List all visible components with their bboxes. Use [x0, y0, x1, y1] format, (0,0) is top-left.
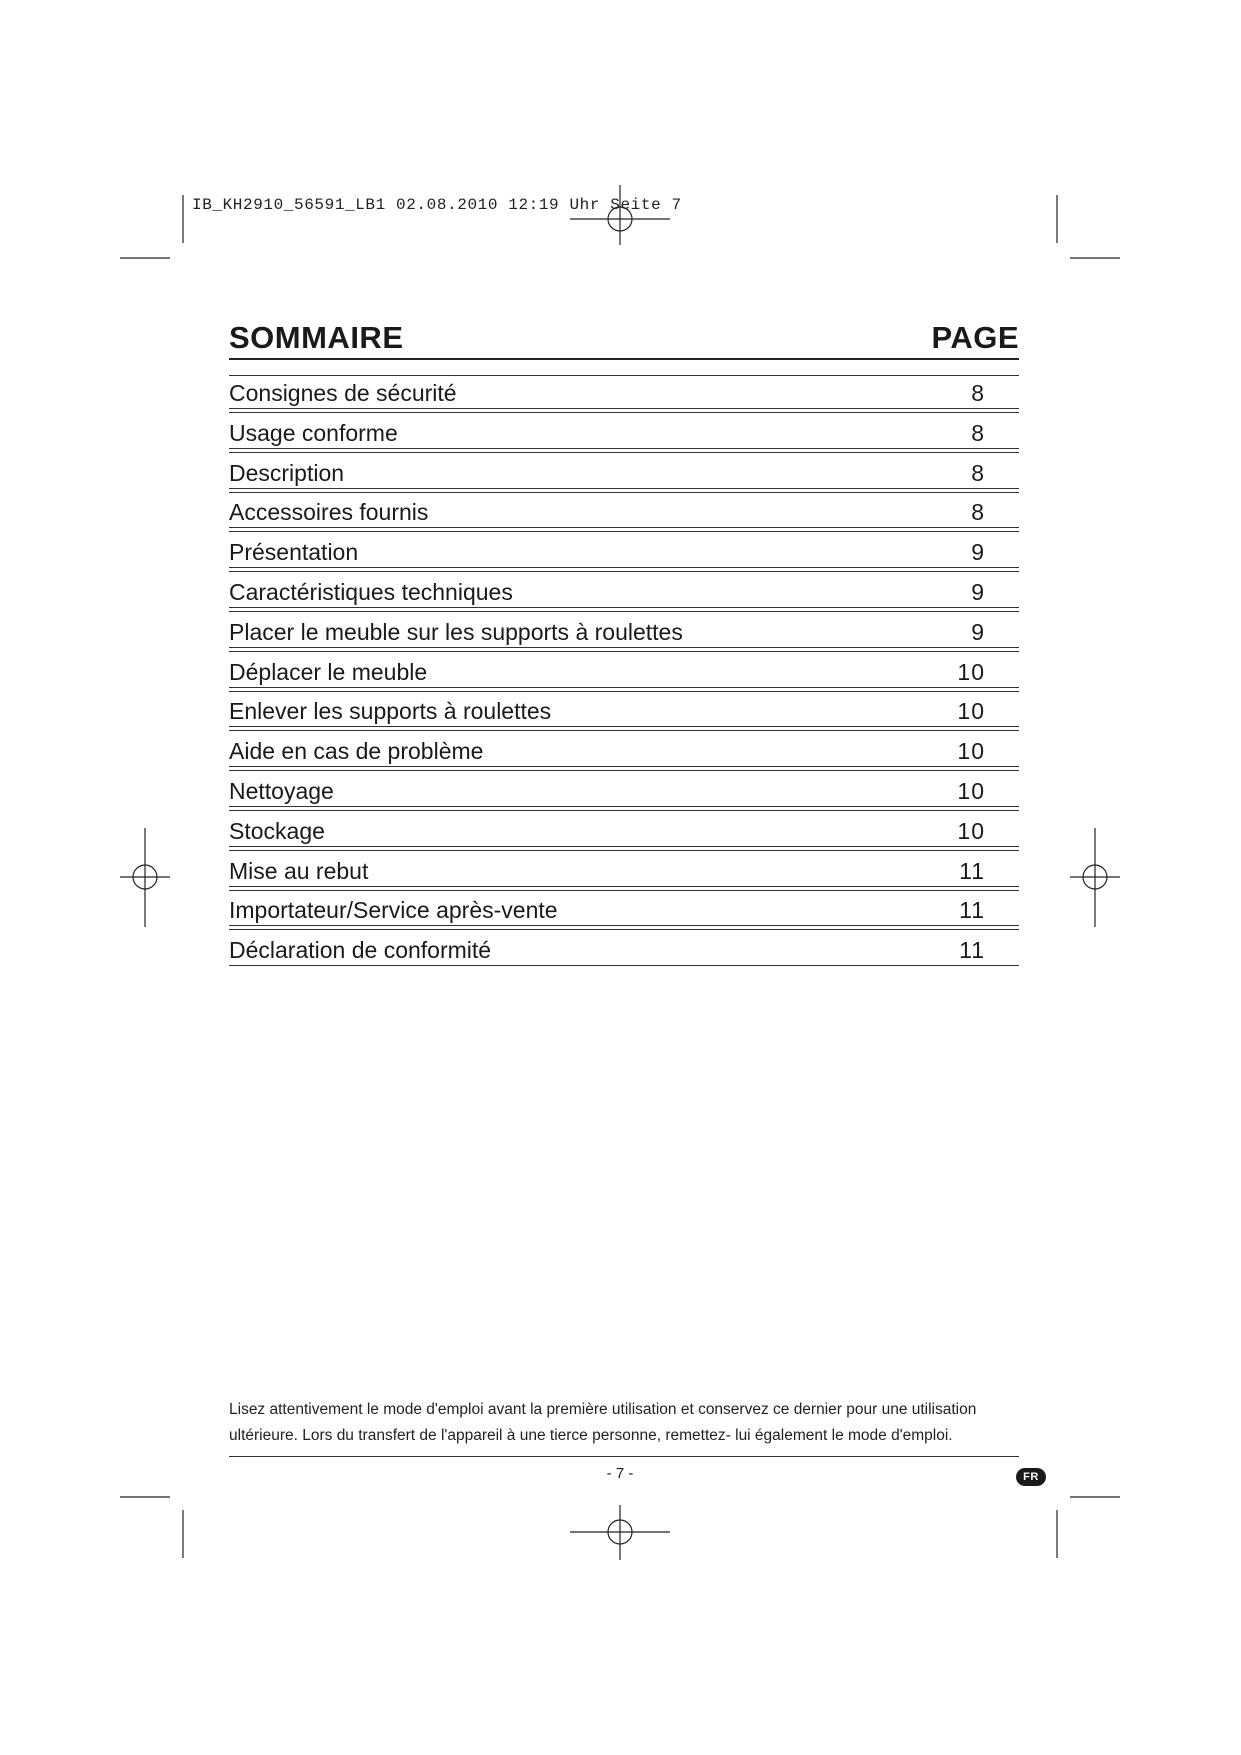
toc-item-page: 10 — [957, 817, 985, 844]
toc-list — [229, 375, 1019, 973]
toc-item-label: Présentation — [229, 539, 359, 566]
toc-item-page: 8 — [971, 499, 985, 526]
toc-item-label: Accessoires fournis — [229, 499, 429, 526]
print-slug: IB_KH2910_56591_LB1 02.08.2010 12:19 Uhr Seite 7 — [192, 196, 682, 214]
toc-item-page: 8 — [971, 419, 985, 446]
toc-item — [229, 535, 1019, 568]
toc-item-label: Déplacer le meuble — [229, 658, 428, 685]
toc-item-label: Mise au rebut — [229, 857, 369, 884]
toc-item-label: Aide en cas de problème — [229, 738, 484, 765]
registration-mark-right-icon — [1070, 828, 1120, 927]
toc-item — [229, 615, 1019, 648]
toc-item-label: Stockage — [229, 817, 325, 844]
toc-item-page: 11 — [959, 857, 985, 884]
toc-item — [229, 854, 1019, 887]
registration-mark-top-icon — [570, 185, 670, 245]
toc-item — [229, 774, 1019, 807]
toc-item — [229, 655, 1019, 688]
toc-item — [229, 575, 1019, 608]
toc-item-page: 10 — [957, 738, 985, 765]
toc-item-label: Caractéristiques techniques — [229, 578, 513, 605]
registration-mark-left-icon — [120, 828, 170, 927]
toc-item-page: 9 — [971, 618, 985, 645]
toc-item — [229, 893, 1019, 926]
toc-item — [229, 416, 1019, 449]
toc-item-label: Usage conforme — [229, 419, 398, 446]
toc-item-page: 11 — [959, 897, 985, 924]
toc-header — [229, 318, 1019, 360]
language-badge: FR — [1016, 1468, 1046, 1486]
toc-item-page: 8 — [971, 459, 985, 486]
toc-item-page: 8 — [971, 380, 985, 406]
toc-item-page: 9 — [971, 578, 985, 605]
toc-item — [229, 376, 1019, 409]
toc-page-label: PAGE — [931, 320, 1019, 355]
toc-item — [229, 734, 1019, 767]
toc-item-label: Consignes de sécurité — [229, 380, 457, 406]
toc-item — [229, 933, 1019, 966]
toc-item — [229, 814, 1019, 847]
toc-item-page: 9 — [971, 539, 985, 566]
toc-item — [229, 694, 1019, 727]
toc-item-page: 10 — [957, 777, 985, 804]
toc-item-label: Nettoyage — [229, 777, 334, 804]
toc-item-page: 11 — [959, 937, 985, 964]
toc-item-label: Importateur/Service après-vente — [229, 897, 558, 924]
toc-item-label: Enlever les supports à roulettes — [229, 698, 552, 725]
page-number: - 7 - — [606, 1465, 634, 1482]
usage-note: Lisez attentivement le mode d'emploi avant la première utilisation et conservez ce dernier pour une utilisation ultérieure. Lors du transfert de l'appareil à une tierce personne, remettez- lui également le mode d'emploi. — [229, 1401, 977, 1444]
toc-item-label: Placer le meuble sur les supports à roulettes — [229, 618, 683, 645]
toc-item — [229, 495, 1019, 528]
toc-item-label: Description — [229, 459, 345, 486]
toc-item-label: Déclaration de conformité — [229, 937, 492, 964]
footer-divider — [229, 1456, 1019, 1457]
toc-item-page: 10 — [957, 658, 985, 685]
toc-title: SOMMAIRE — [229, 320, 404, 355]
toc-item-page: 10 — [957, 698, 985, 725]
registration-mark-bottom-icon — [570, 1505, 670, 1560]
toc-item — [229, 456, 1019, 489]
